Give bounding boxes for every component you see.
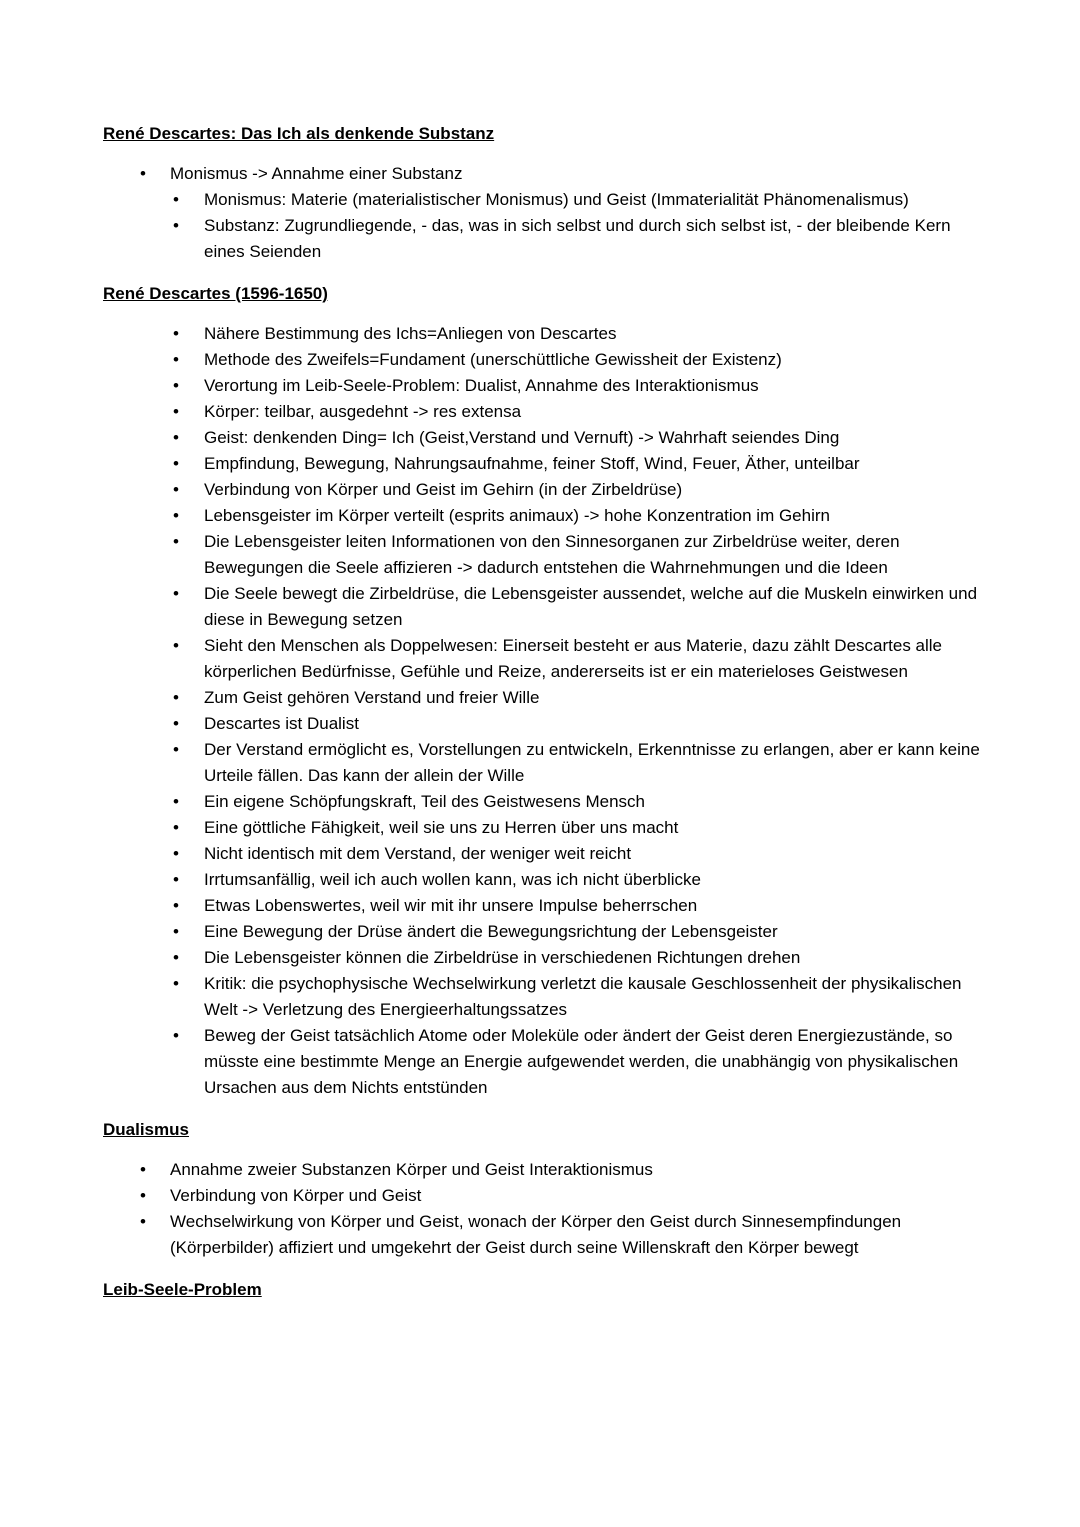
bullet-item: • Zum Geist gehören Verstand und freier Wille bbox=[103, 685, 985, 711]
bullet-item: • Geist: denkenden Ding= Ich (Geist,Verstand und Vernuft) -> Wahrhaft seiendes Ding bbox=[103, 425, 985, 451]
bullet-item: • Substanz: Zugrundliegende, - das, was in sich selbst und durch sich selbst ist, - der bleibende Kern eines Seienden bbox=[103, 213, 985, 265]
bullet-item: • Sieht den Menschen als Doppelwesen: Einerseit besteht er aus Materie, dazu zählt Descartes alle körperlichen Bedürfnisse, Gefühle und Reize, andererseits ist er ein materieloses Geistwesen bbox=[103, 633, 985, 685]
section-heading-descartes-denkende-substanz: René Descartes: Das Ich als denkende Substanz bbox=[103, 124, 495, 143]
bullet-item: • Die Lebensgeister können die Zirbeldrüse in verschiedenen Richtungen drehen bbox=[103, 945, 985, 971]
bullet-item: • Verbindung von Körper und Geist im Gehirn (in der Zirbeldrüse) bbox=[103, 477, 985, 503]
bullet-item: • Etwas Lobenswertes, weil wir mit ihr unsere Impulse beherrschen bbox=[103, 893, 985, 919]
bullet-item: • Eine Bewegung der Drüse ändert die Bewegungsrichtung der Lebensgeister bbox=[103, 919, 985, 945]
bullet-item: • Wechselwirkung von Körper und Geist, wonach der Körper den Geist durch Sinnesempfindungen (Körperbilder) affiziert und umgekehrt der Geist durch seine Willenskraft den Körper bewegt bbox=[103, 1209, 985, 1261]
section-heading-leib-seele-problem: Leib-Seele-Problem bbox=[103, 1280, 262, 1299]
bullet-item: • Der Verstand ermöglicht es, Vorstellungen zu entwickeln, Erkenntnisse zu erlangen, aber er kann keine Urteile fällen. Das kann der allein der Wille bbox=[103, 737, 985, 789]
bullet-item: • Monismus -> Annahme einer Substanz bbox=[103, 161, 985, 187]
bullet-item: • Nähere Bestimmung des Ichs=Anliegen von Descartes bbox=[103, 321, 985, 347]
bullet-item: • Lebensgeister im Körper verteilt (esprits animaux) -> hohe Konzentration im Gehirn bbox=[103, 503, 985, 529]
bullet-item: • Ein eigene Schöpfungskraft, Teil des Geistwesens Mensch bbox=[103, 789, 985, 815]
bullet-item: • Körper: teilbar, ausgedehnt -> res extensa bbox=[103, 399, 985, 425]
bullet-item: • Die Seele bewegt die Zirbeldrüse, die Lebensgeister aussendet, welche auf die Muskeln einwirken und diese in Bewegung setzen bbox=[103, 581, 985, 633]
bullet-item: • Kritik: die psychophysische Wechselwirkung verletzt die kausale Geschlossenheit der physikalischen Welt -> Verletzung des Energieerhaltungssatzes bbox=[103, 971, 985, 1023]
bullet-item: • Eine göttliche Fähigkeit, weil sie uns zu Herren über uns macht bbox=[103, 815, 985, 841]
section-heading-descartes-dates: René Descartes (1596-1650) bbox=[103, 284, 328, 303]
bullet-item: • Monismus: Materie (materialistischer Monismus) und Geist (Immaterialität Phänomenalismus) bbox=[103, 187, 985, 213]
bullet-item: • Nicht identisch mit dem Verstand, der weniger weit reicht bbox=[103, 841, 985, 867]
bullet-item: • Methode des Zweifels=Fundament (unerschüttliche Gewissheit der Existenz) bbox=[103, 347, 985, 373]
section-list bbox=[103, 161, 985, 265]
section-list bbox=[103, 321, 985, 1101]
bullet-item: • Die Lebensgeister leiten Informationen von den Sinnesorganen zur Zirbeldrüse weiter, deren Bewegungen die Seele affizieren -> dadurch entstehen die Wahrnehmungen und die Ideen bbox=[103, 529, 985, 581]
bullet-item: • Descartes ist Dualist bbox=[103, 711, 985, 737]
section-heading-dualismus: Dualismus bbox=[103, 1120, 189, 1139]
section-list bbox=[103, 1157, 985, 1261]
bullet-item: • Verortung im Leib-Seele-Problem: Dualist, Annahme des Interaktionismus bbox=[103, 373, 985, 399]
bullet-item: • Annahme zweier Substanzen Körper und Geist Interaktionismus bbox=[103, 1157, 985, 1183]
bullet-item: • Empfindung, Bewegung, Nahrungsaufnahme, feiner Stoff, Wind, Feuer, Äther, unteilbar bbox=[103, 451, 985, 477]
bullet-item: • Verbindung von Körper und Geist bbox=[103, 1183, 985, 1209]
bullet-item: • Beweg der Geist tatsächlich Atome oder Moleküle oder ändert der Geist deren Energiezustände, so müsste eine bestimmte Menge an Energie aufgewendet werden, die unabhängig von physikalischen Ursachen aus dem Nichts entstünden bbox=[103, 1023, 985, 1101]
bullet-item: • Irrtumsanfällig, weil ich auch wollen kann, was ich nicht überblicke bbox=[103, 867, 985, 893]
